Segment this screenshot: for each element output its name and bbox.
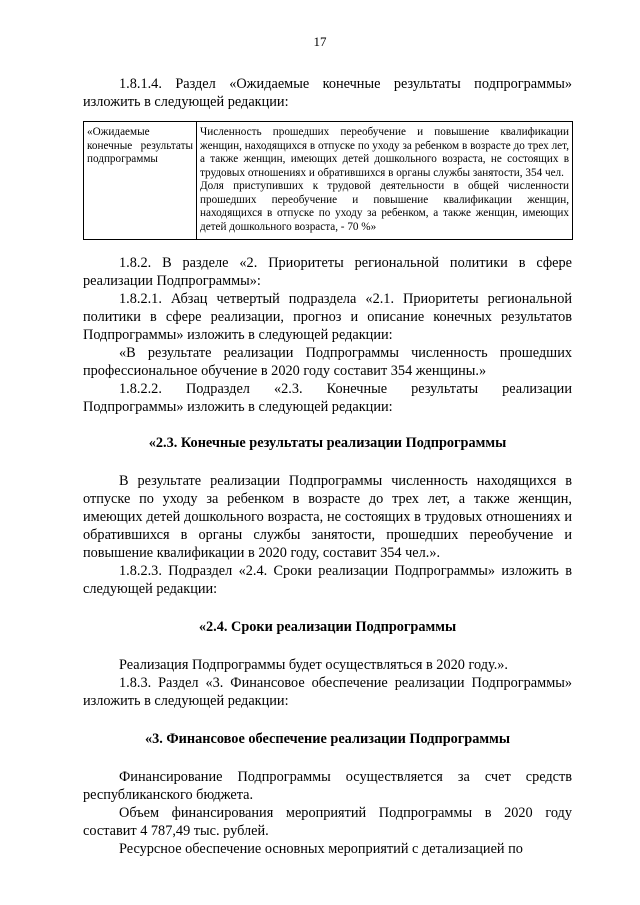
paragraph-1-8-2: 1.8.2. В разделе «2. Приоритеты региональной политики в сфере реализации Подпрограммы»: [83, 255, 572, 289]
results-table-text-2: Доля приступивших к трудовой деятельности в общей численности прошедших переобучение и повышение квалификации женщин, находящихся в отпуске по уходу за ребенком, а также женщин, имеющих детей дошкольного возраста, - 70 %» [200, 180, 569, 233]
paragraph-1-8-2-1: 1.8.2.1. Абзац четвертый подраздела «2.1. Приоритеты региональной политики в сфере реализации, прогноз и описание конечных результатов Подпрограммы» изложить в следующей редакции: [83, 291, 572, 343]
results-table-text-1: Численность прошедших переобучение и повышение квалификации женщин, находящихся в отпуске по уходу за ребенком в возрасте до трех лет, а также женщин, имеющих детей дошкольного возраста, не состоящих в трудовых отношениях и обратившихся в органы службы занятости, 354 чел. [200, 126, 569, 179]
heading-3: «3. Финансовое обеспечение реализации Подпрограммы [144, 731, 511, 747]
paragraph-1-8-2-2: 1.8.2.2. Подраздел «2.3. Конечные результаты реализации Подпрограммы» изложить в следующей редакции: [83, 381, 572, 415]
results-table-value [197, 122, 573, 240]
paragraph-terms: Реализация Подпрограммы будет осуществляться в 2020 году.». [119, 657, 508, 673]
paragraph-1-8-3: 1.8.3. Раздел «3. Финансовое обеспечение реализации Подпрограммы» изложить в следующей редакции: [83, 675, 572, 709]
results-table-label: «Ожидаемые конечные результаты подпрограммы [84, 122, 197, 240]
page-number: 17 [313, 34, 327, 49]
heading-2-3: «2.3. Конечные результаты реализации Подпрограммы [148, 435, 507, 451]
paragraph-1-8-1-4: 1.8.1.4. Раздел «Ожидаемые конечные результаты подпрограммы» изложить в следующей редакции: [83, 76, 572, 110]
paragraph-fin-3: Ресурсное обеспечение основных мероприятий с детализацией по [119, 841, 523, 857]
paragraph-fin-2: Объем финансирования мероприятий Подпрограммы в 2020 году составит 4 787,49 тыс. рублей. [83, 805, 572, 839]
results-table-row [84, 122, 573, 240]
paragraph-1-8-2-3: 1.8.2.3. Подраздел «2.4. Сроки реализации Подпрограммы» изложить в следующей редакции: [83, 563, 572, 597]
paragraph-fin-1: Финансирование Подпрограммы осуществляется за счет средств республиканского бюджета. [83, 769, 572, 803]
heading-2-4: «2.4. Сроки реализации Подпрограммы [198, 619, 457, 635]
paragraph-quote-1: «В результате реализации Подпрограммы численность прошедших профессиональное обучение в 2020 году составит 354 женщины.» [83, 345, 572, 379]
document-body [83, 75, 572, 858]
results-table [83, 121, 573, 240]
paragraph-result: В результате реализации Подпрограммы численность находящихся в отпуске по уходу за ребенком в возрасте до трех лет, а также женщин, имеющих детей дошкольного возраста, не состоящих в трудовых отношениях и обратившихся в органы службы занятости, прошедших переобучение и повышение квалификации в 2020 году, составит 354 чел.». [83, 473, 572, 561]
